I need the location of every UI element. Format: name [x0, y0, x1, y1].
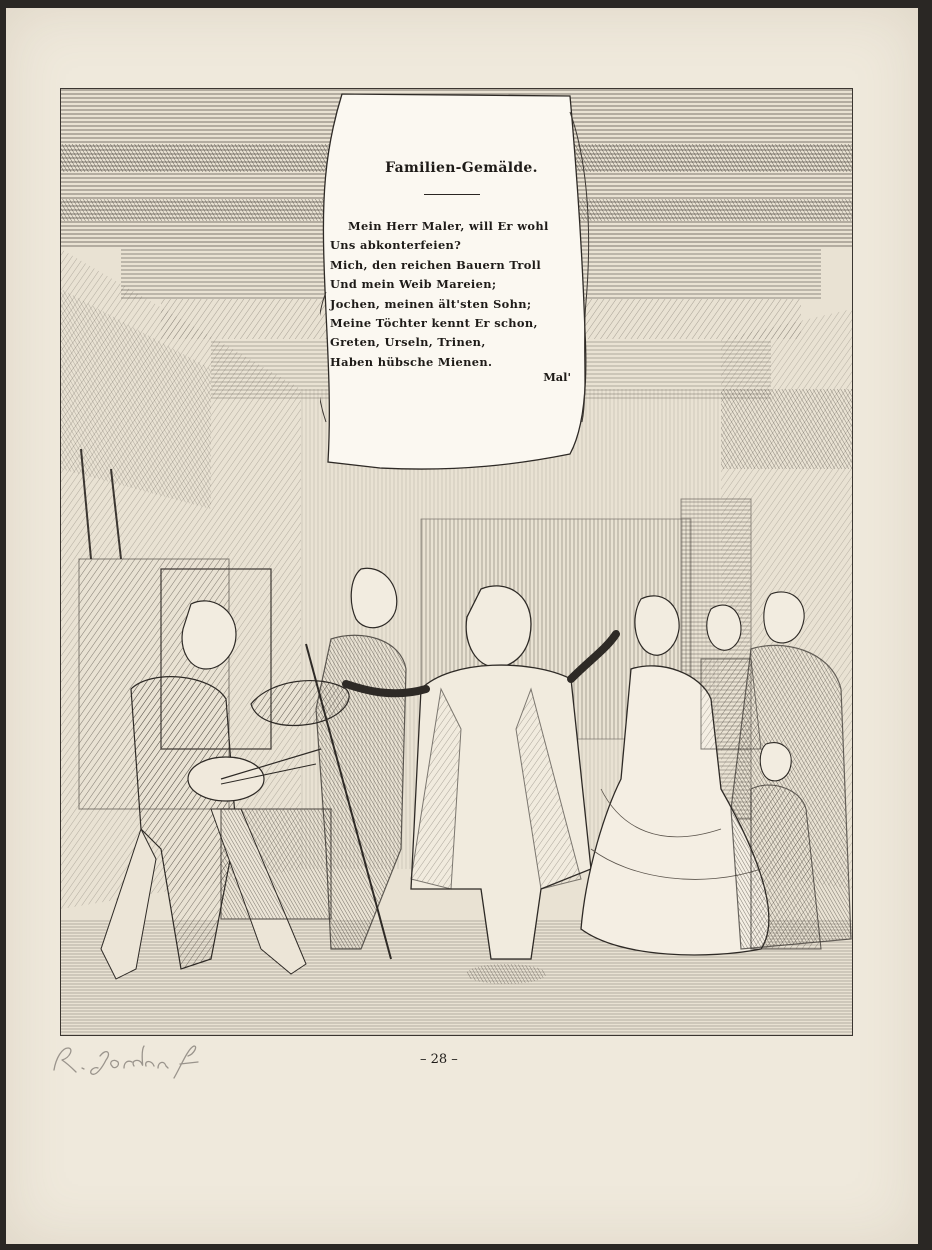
poem-line: Mich, den reichen Bauern Troll	[330, 257, 542, 272]
page-number: – 28 –	[420, 1052, 458, 1067]
title-divider	[424, 194, 480, 195]
pencil-signature	[48, 1038, 228, 1084]
poem-line: Mein Herr Maler, will Er wohl	[348, 219, 549, 233]
poem-line: Und mein Weib Mareien;	[330, 277, 497, 292]
poem-lines	[330, 217, 575, 372]
continuation-catchword: Mal'	[543, 370, 571, 385]
poem-line: Meine Töchter kennt Er schon,	[330, 316, 538, 331]
poem-title: Familien-Gemälde.	[385, 160, 538, 176]
poem-line: Uns abkonterfeien?	[330, 238, 462, 253]
poem-line: Greten, Urseln, Trinen,	[330, 335, 486, 350]
poem-line: Haben hübsche Mienen.	[330, 354, 493, 369]
poem-block	[330, 160, 575, 384]
poem-line: Jochen, meinen ält'sten Sohn;	[330, 296, 532, 311]
